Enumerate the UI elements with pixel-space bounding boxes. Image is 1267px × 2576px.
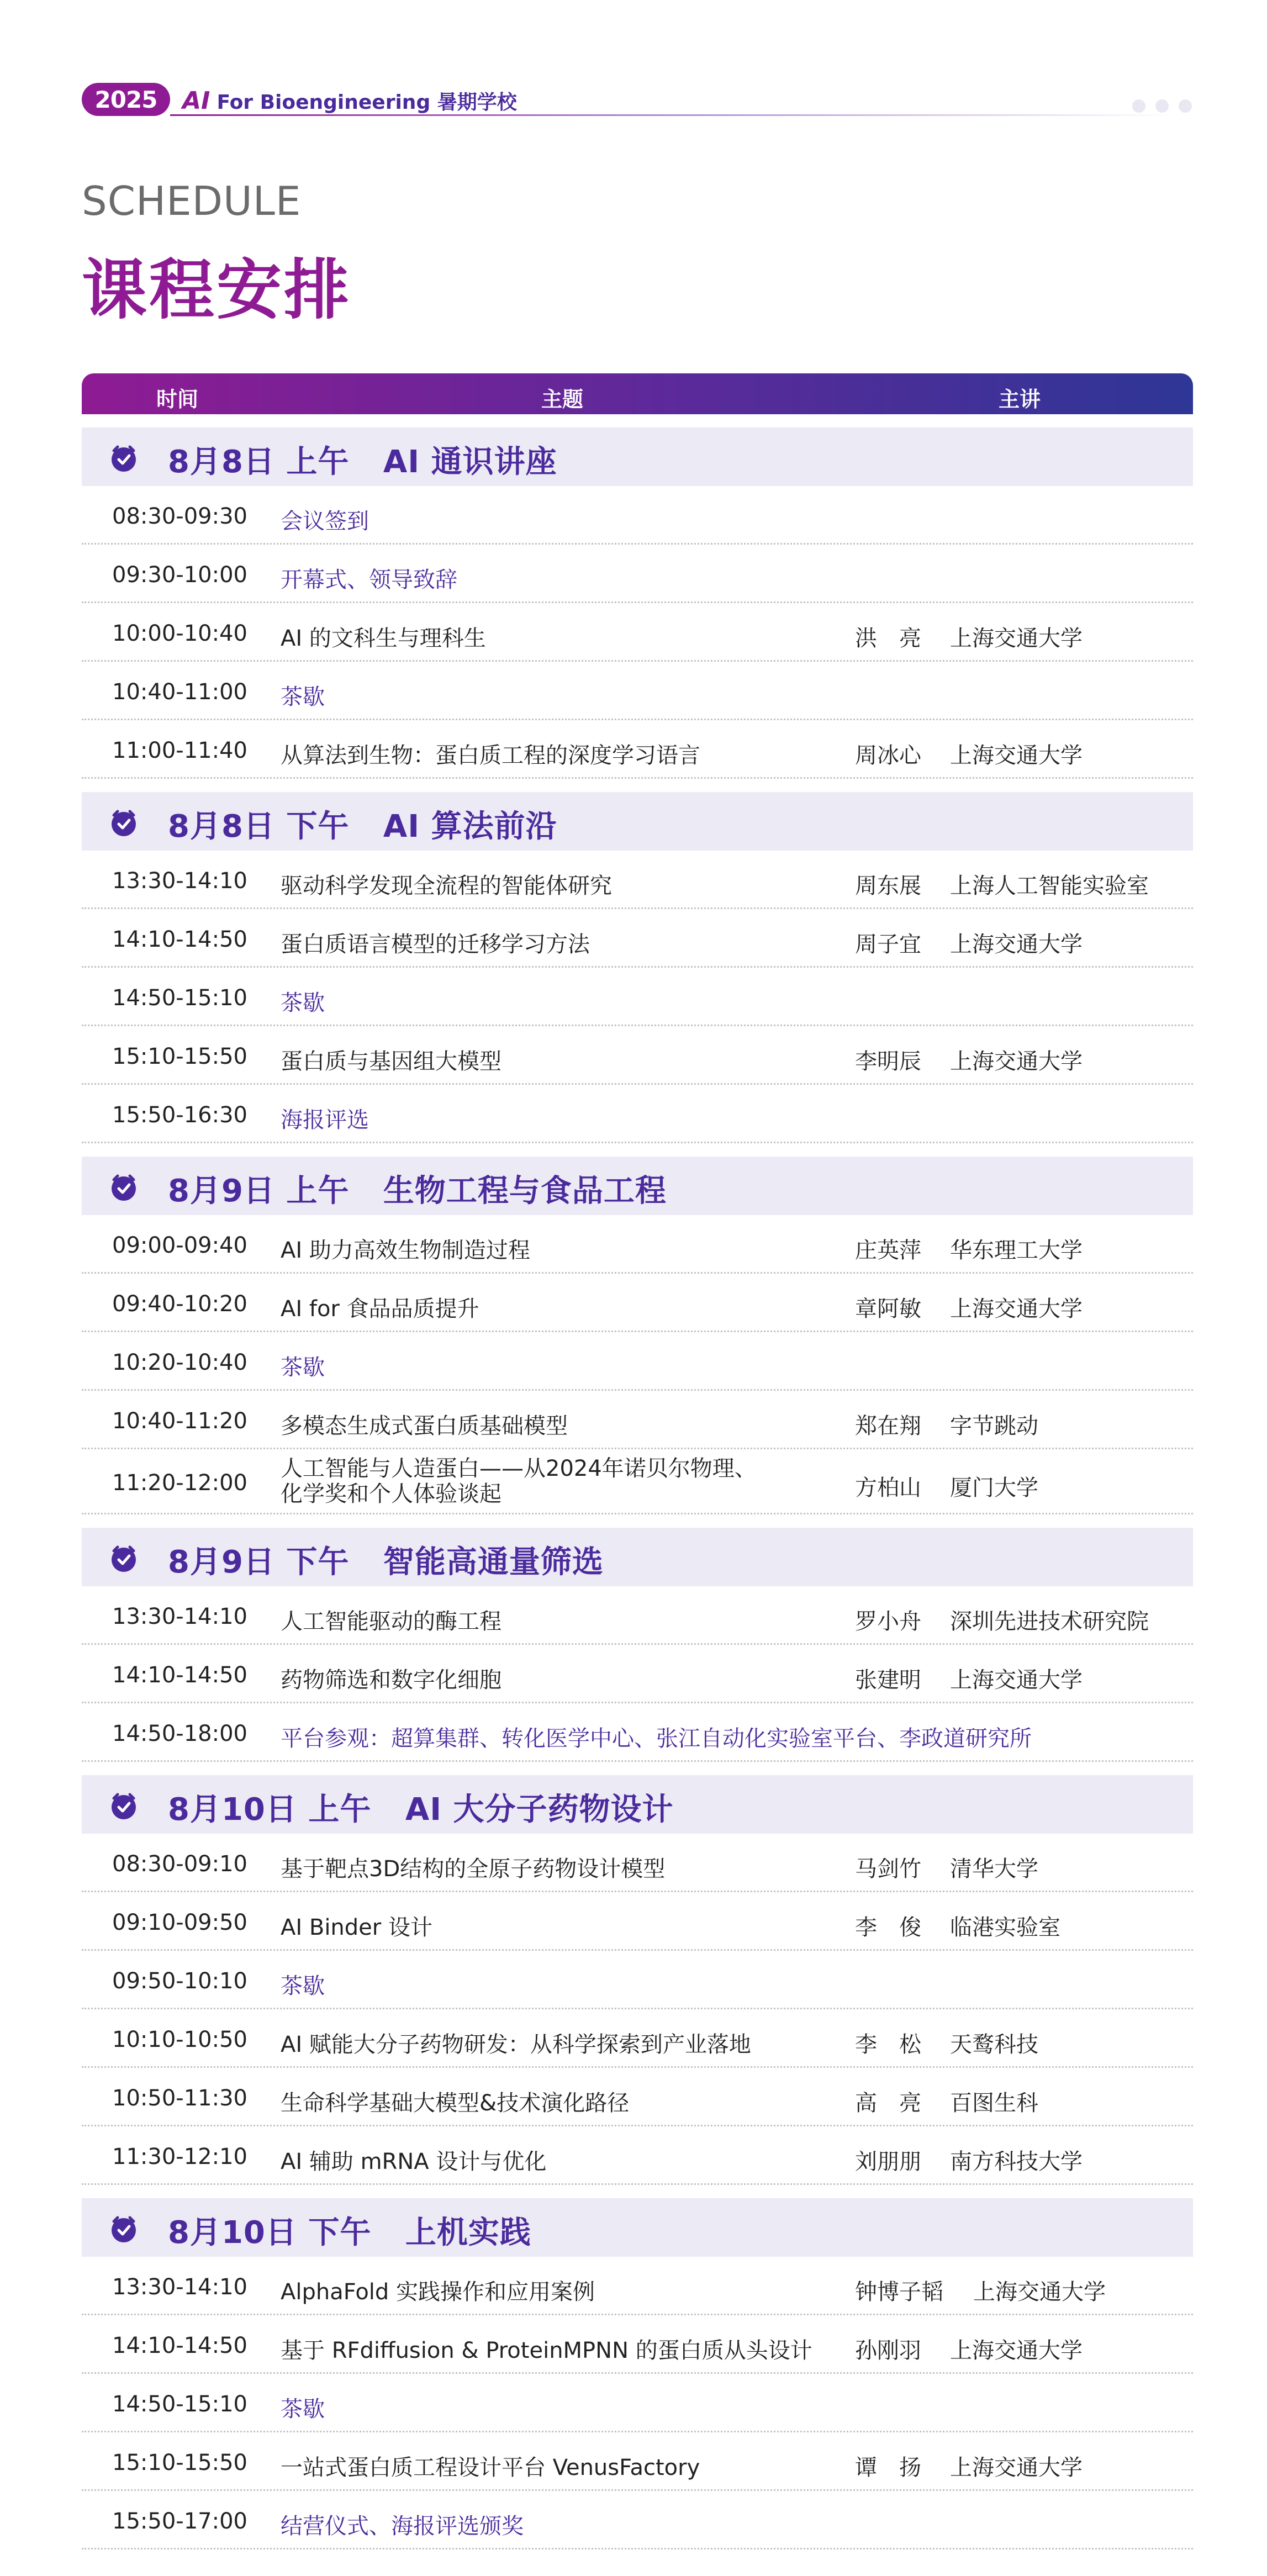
table-row bbox=[82, 486, 1193, 545]
time-cell: 09:50-10:10 bbox=[112, 1968, 247, 1994]
table-row bbox=[82, 1085, 1193, 1143]
table-row bbox=[82, 1449, 1193, 1514]
topic-cell: 多模态生成式蛋白质基础模型 bbox=[281, 1413, 568, 1439]
speaker-name: 洪 亮 bbox=[855, 626, 921, 651]
speaker-affiliation: 华东理工大学 bbox=[950, 1238, 1083, 1263]
session-title: 8月10日 上午 AI 大分子药物设计 bbox=[168, 1792, 674, 1828]
time-cell: 14:10-14:50 bbox=[112, 1662, 247, 1688]
session-title: 8月9日 上午 生物工程与食品工程 bbox=[168, 1173, 667, 1209]
session-title: 8月8日 下午 AI 算法前沿 bbox=[168, 809, 557, 844]
time-cell: 15:50-16:30 bbox=[112, 1102, 247, 1128]
topic-cell: 一站式蛋白质工程设计平台 VenusFactory bbox=[281, 2455, 700, 2480]
speaker-name: 章阿敏 bbox=[855, 1296, 921, 1322]
table-header bbox=[82, 373, 1193, 414]
topic-cell: 蛋白质与基因组大模型 bbox=[281, 1049, 501, 1074]
speaker-affiliation: 厦门大学 bbox=[950, 1475, 1038, 1501]
time-cell: 13:30-14:10 bbox=[112, 1604, 247, 1629]
time-cell: 14:10-14:50 bbox=[112, 2333, 247, 2358]
speaker-name: 孙刚羽 bbox=[855, 2338, 921, 2363]
table-row bbox=[82, 662, 1193, 720]
time-cell: 11:20-12:00 bbox=[112, 1470, 247, 1496]
session-header bbox=[82, 427, 1193, 486]
session-header bbox=[82, 1775, 1193, 1834]
speaker-affiliation: 临港实验室 bbox=[950, 1915, 1060, 1940]
speaker-name: 庄英萍 bbox=[855, 1238, 921, 1263]
table-row bbox=[82, 2432, 1193, 2491]
table-row bbox=[82, 603, 1193, 662]
session-header bbox=[82, 1528, 1193, 1586]
table-row bbox=[82, 2009, 1193, 2068]
table-row bbox=[82, 1274, 1193, 1332]
header-divider bbox=[170, 114, 1175, 116]
time-cell: 15:10-15:50 bbox=[112, 2450, 247, 2475]
time-cell: 15:50-17:00 bbox=[112, 2509, 247, 2534]
speaker-name: 钟博子韬 bbox=[855, 2279, 943, 2305]
speaker-name: 李明辰 bbox=[855, 1049, 921, 1074]
alarm-clock-check-icon bbox=[109, 1173, 138, 1202]
table-row bbox=[82, 1951, 1193, 2009]
dot-icon bbox=[1155, 99, 1169, 113]
table-row bbox=[82, 968, 1193, 1026]
topic-cell: 驱动科学发现全流程的智能体研究 bbox=[281, 873, 612, 899]
speaker-name: 马剑竹 bbox=[855, 1856, 921, 1882]
speaker-affiliation: 字节跳动 bbox=[950, 1413, 1038, 1439]
speaker-affiliation: 百图生科 bbox=[950, 2091, 1038, 2116]
time-cell: 14:50-18:00 bbox=[112, 1721, 247, 1746]
topic-cell: 茶歇 bbox=[281, 1355, 325, 1380]
brand-title bbox=[182, 85, 517, 116]
topic-cell: AI Binder 设计 bbox=[281, 1915, 432, 1940]
table-row bbox=[82, 2068, 1193, 2126]
table-row bbox=[82, 1703, 1193, 1762]
schedule-table bbox=[82, 373, 1193, 2549]
speaker-name: 方柏山 bbox=[855, 1475, 921, 1501]
speaker-name: 张建明 bbox=[855, 1667, 921, 1693]
table-row bbox=[82, 1586, 1193, 1645]
session-title: 8月8日 上午 AI 通识讲座 bbox=[168, 444, 557, 480]
speaker-affiliation: 上海交通大学 bbox=[950, 2338, 1083, 2363]
speaker-affiliation: 上海交通大学 bbox=[950, 932, 1083, 957]
time-cell: 10:00-10:40 bbox=[112, 621, 247, 646]
speaker-affiliation: 上海交通大学 bbox=[950, 1049, 1083, 1074]
speaker-name: 罗小舟 bbox=[855, 1609, 921, 1634]
topic-cell: 会议签到 bbox=[281, 509, 369, 534]
table-row bbox=[82, 1834, 1193, 1892]
time-cell: 08:30-09:10 bbox=[112, 1851, 247, 1877]
speaker-affiliation: 清华大学 bbox=[950, 1856, 1038, 1882]
speaker-name: 周子宜 bbox=[855, 932, 921, 957]
alarm-clock-check-icon bbox=[109, 2215, 138, 2244]
column-header-speaker: 主讲 bbox=[999, 387, 1041, 411]
time-cell: 10:40-11:00 bbox=[112, 679, 247, 705]
topic-cell: 蛋白质语言模型的迁移学习方法 bbox=[281, 932, 590, 957]
topic-cell: AlphaFold 实践操作和应用案例 bbox=[281, 2279, 595, 2305]
topic-cell: AI 的文科生与理科生 bbox=[281, 626, 486, 651]
speaker-name: 谭 扬 bbox=[855, 2455, 921, 2480]
topic-cell: 海报评选 bbox=[281, 1107, 369, 1133]
brand-ai-logo: AI bbox=[182, 86, 210, 115]
time-cell: 14:50-15:10 bbox=[112, 985, 247, 1011]
column-header-topic: 主题 bbox=[541, 387, 584, 411]
brand-text: For Bioengineering 暑期学校 bbox=[217, 91, 517, 114]
speaker-affiliation: 上海交通大学 bbox=[950, 743, 1083, 768]
column-header-time: 时间 bbox=[156, 387, 199, 411]
table-row bbox=[82, 545, 1193, 603]
session-title: 8月10日 下午 上机实践 bbox=[168, 2215, 531, 2251]
table-row bbox=[82, 1215, 1193, 1274]
topic-cell: 结营仪式、海报评选颁奖 bbox=[281, 2514, 524, 2539]
table-row bbox=[82, 2257, 1193, 2315]
session-header bbox=[82, 792, 1193, 851]
topic-cell: 开幕式、领导致辞 bbox=[281, 567, 457, 593]
time-cell: 10:20-10:40 bbox=[112, 1350, 247, 1375]
table-row bbox=[82, 2491, 1193, 2549]
speaker-affiliation: 上海交通大学 bbox=[950, 2455, 1083, 2480]
speaker-affiliation: 上海交通大学 bbox=[950, 1296, 1083, 1322]
header-bar bbox=[82, 83, 1092, 116]
year-badge: 2025 bbox=[82, 83, 170, 116]
topic-cell: 茶歇 bbox=[281, 2396, 325, 2422]
time-cell: 09:40-10:20 bbox=[112, 1291, 247, 1317]
session-title: 8月9日 下午 智能高通量筛选 bbox=[168, 1544, 604, 1580]
table-row bbox=[82, 851, 1193, 909]
topic-cell: 平台参观：超算集群、转化医学中心、张江自动化实验室平台、李政道研究所 bbox=[281, 1726, 1032, 1751]
decorative-dots bbox=[1132, 99, 1192, 113]
alarm-clock-check-icon bbox=[109, 1544, 138, 1573]
time-cell: 14:10-14:50 bbox=[112, 927, 247, 952]
table-row bbox=[82, 1391, 1193, 1449]
time-cell: 13:30-14:10 bbox=[112, 868, 247, 894]
time-cell: 10:10-10:50 bbox=[112, 2027, 247, 2052]
topic-cell: 生命科学基础大模型&技术演化路径 bbox=[281, 2091, 630, 2116]
time-cell: 09:30-10:00 bbox=[112, 562, 247, 588]
speaker-name: 李 俊 bbox=[855, 1915, 921, 1940]
alarm-clock-check-icon bbox=[109, 444, 138, 473]
topic-cell: 茶歇 bbox=[281, 684, 325, 710]
table-row bbox=[82, 720, 1193, 779]
time-cell: 14:50-15:10 bbox=[112, 2392, 247, 2417]
topic-cell: AI 赋能大分子药物研发：从科学探索到产业落地 bbox=[281, 2032, 751, 2057]
topic-cell: 茶歇 bbox=[281, 990, 325, 1016]
speaker-affiliation: 上海人工智能实验室 bbox=[950, 873, 1149, 899]
time-cell: 11:00-11:40 bbox=[112, 738, 247, 763]
topic-cell: 茶歇 bbox=[281, 1973, 325, 1999]
dot-icon bbox=[1179, 99, 1192, 113]
session-header bbox=[82, 2198, 1193, 2257]
time-cell: 10:40-11:20 bbox=[112, 1408, 247, 1434]
session-header bbox=[82, 1157, 1193, 1215]
time-cell: 09:00-09:40 bbox=[112, 1233, 247, 1258]
speaker-name: 李 松 bbox=[855, 2032, 921, 2057]
speaker-name: 高 亮 bbox=[855, 2091, 921, 2116]
page-eyebrow: SCHEDULE bbox=[82, 178, 302, 224]
topic-cell: AI for 食品品质提升 bbox=[281, 1296, 479, 1322]
topic-cell: 药物筛选和数字化细胞 bbox=[281, 1667, 501, 1693]
topic-cell: AI 辅助 mRNA 设计与优化 bbox=[281, 2149, 547, 2174]
topic-cell: 基于 RFdiffusion & ProteinMPNN 的蛋白质从头设计 bbox=[281, 2338, 812, 2363]
speaker-name: 郑在翔 bbox=[855, 1413, 921, 1439]
speaker-affiliation: 深圳先进技术研究院 bbox=[950, 1609, 1149, 1634]
table-row bbox=[82, 1645, 1193, 1703]
time-cell: 08:30-09:30 bbox=[112, 504, 247, 529]
table-row bbox=[82, 2126, 1193, 2185]
topic-cell: AI 助力高效生物制造过程 bbox=[281, 1238, 530, 1263]
speaker-affiliation: 上海交通大学 bbox=[950, 626, 1083, 651]
alarm-clock-check-icon bbox=[109, 809, 138, 837]
time-cell: 15:10-15:50 bbox=[112, 1044, 247, 1069]
topic-cell: 人工智能与人造蛋白——从2024年诺贝尔物理、 化学奖和个人体验谈起 bbox=[281, 1456, 757, 1507]
speaker-affiliation: 南方科技大学 bbox=[950, 2149, 1083, 2174]
time-cell: 11:30-12:10 bbox=[112, 2144, 247, 2169]
speaker-name: 刘朋朋 bbox=[855, 2149, 921, 2174]
topic-cell: 从算法到生物：蛋白质工程的深度学习语言 bbox=[281, 743, 700, 768]
dot-icon bbox=[1132, 99, 1145, 113]
time-cell: 09:10-09:50 bbox=[112, 1910, 247, 1935]
speaker-affiliation: 天鹜科技 bbox=[950, 2032, 1038, 2057]
speaker-affiliation: 上海交通大学 bbox=[973, 2279, 1106, 2305]
speaker-name: 周冰心 bbox=[855, 743, 921, 768]
time-cell: 13:30-14:10 bbox=[112, 2274, 247, 2300]
table-row bbox=[82, 1892, 1193, 1951]
table-row bbox=[82, 1026, 1193, 1085]
speaker-affiliation: 上海交通大学 bbox=[950, 1667, 1083, 1693]
table-row bbox=[82, 1332, 1193, 1391]
speaker-name: 周东展 bbox=[855, 873, 921, 899]
schedule-sections bbox=[82, 427, 1193, 2549]
topic-cell: 基于靶点3D结构的全原子药物设计模型 bbox=[281, 1856, 666, 1882]
table-row bbox=[82, 2315, 1193, 2374]
alarm-clock-check-icon bbox=[109, 1792, 138, 1820]
topic-cell: 人工智能驱动的酶工程 bbox=[281, 1609, 501, 1634]
table-row bbox=[82, 909, 1193, 968]
time-cell: 10:50-11:30 bbox=[112, 2086, 247, 2111]
table-row bbox=[82, 2374, 1193, 2432]
page-title: 课程安排 bbox=[82, 252, 352, 328]
